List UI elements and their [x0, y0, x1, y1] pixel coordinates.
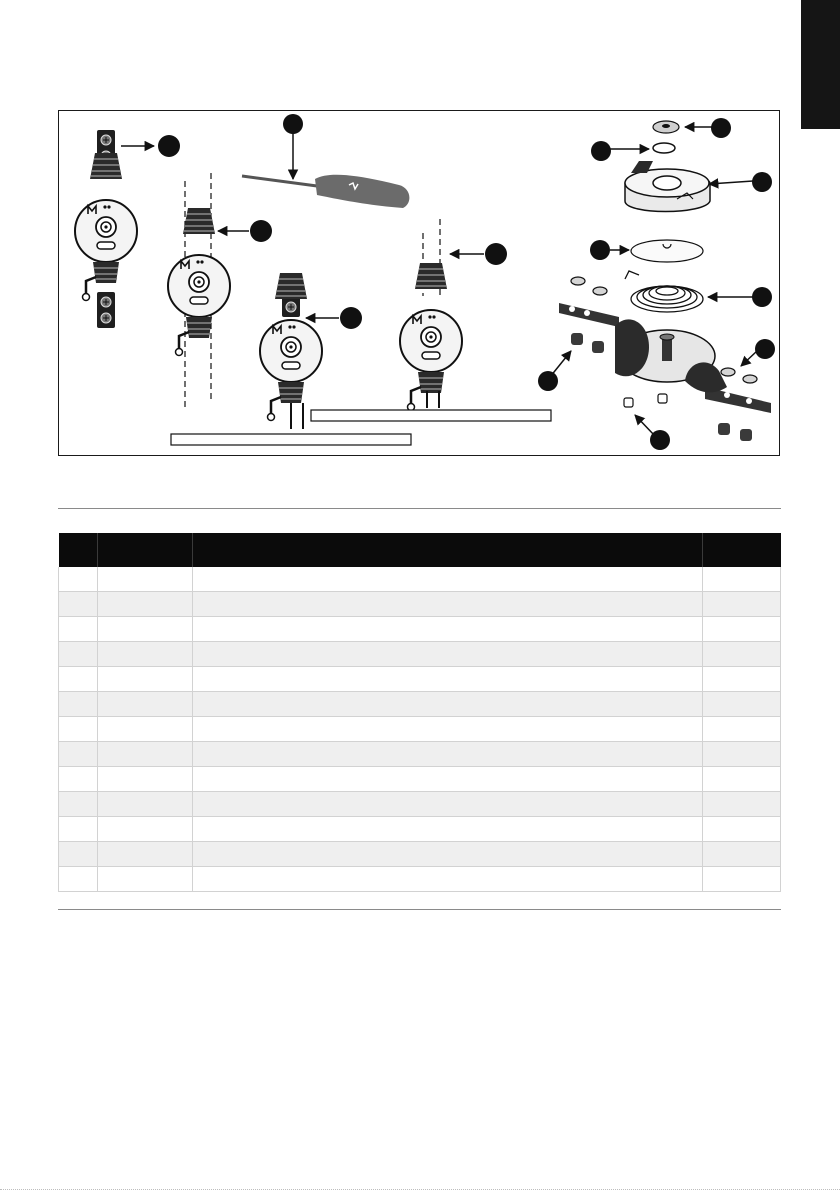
table-cell [192, 842, 702, 867]
table-cell [192, 617, 702, 642]
table-cell [192, 867, 702, 892]
unit-on-pole [168, 173, 272, 407]
table-cell [59, 842, 98, 867]
table-cell [97, 792, 192, 817]
callout-marker [752, 287, 772, 307]
table-row [59, 842, 781, 867]
table-cell [702, 642, 781, 667]
table-row [59, 592, 781, 617]
callout-marker [591, 141, 611, 161]
table-cell [97, 867, 192, 892]
table-cell [702, 842, 781, 867]
table-row [59, 717, 781, 742]
table-cell [59, 592, 98, 617]
column-header [192, 533, 702, 567]
callout-marker [755, 339, 775, 359]
callout-marker [650, 430, 670, 450]
table-cell [702, 617, 781, 642]
table-cell [59, 817, 98, 842]
table-cell [192, 592, 702, 617]
callout-marker [340, 307, 362, 329]
column-header [702, 533, 781, 567]
table-cell [702, 867, 781, 892]
column-header [97, 533, 192, 567]
table-cell [97, 617, 192, 642]
table-cell [97, 667, 192, 692]
table-row [59, 767, 781, 792]
table-row [59, 617, 781, 642]
callout-marker [711, 118, 731, 138]
callout-marker [538, 371, 558, 391]
table-cell [192, 817, 702, 842]
table-cell [97, 717, 192, 742]
table-row [59, 667, 781, 692]
table-cell [702, 817, 781, 842]
table-cell [97, 767, 192, 792]
table-cell [97, 817, 192, 842]
table-row [59, 642, 781, 667]
table-cell [192, 792, 702, 817]
callout-marker [283, 114, 303, 134]
callout-marker [590, 240, 610, 260]
table-cell [59, 742, 98, 767]
table-cell [59, 867, 98, 892]
callout-marker [158, 135, 180, 157]
table-row [59, 867, 781, 892]
table-cell [59, 692, 98, 717]
table-cell [59, 617, 98, 642]
callout-marker [752, 172, 772, 192]
page-edge [0, 1189, 840, 1190]
table-cell [97, 567, 192, 592]
table-cell [192, 767, 702, 792]
assembly-figure [58, 110, 780, 456]
table-row [59, 742, 781, 767]
table-row [59, 817, 781, 842]
table-cell [702, 592, 781, 617]
table-body [59, 567, 781, 892]
table-cell [97, 742, 192, 767]
table-cell [192, 717, 702, 742]
unit-with-plates [75, 130, 180, 328]
table-cell [702, 667, 781, 692]
table-cell [59, 792, 98, 817]
callout-marker [250, 220, 272, 242]
table-row [59, 567, 781, 592]
table-cell [97, 692, 192, 717]
table-row [59, 792, 781, 817]
table-cell [702, 717, 781, 742]
screwdriver [242, 114, 409, 208]
table-cell [97, 642, 192, 667]
table-row [59, 692, 781, 717]
table-cell [59, 717, 98, 742]
column-header [59, 533, 98, 567]
table-cell [702, 567, 781, 592]
table-cell [97, 592, 192, 617]
table-cell [702, 792, 781, 817]
table-cell [192, 742, 702, 767]
exploded-view [538, 118, 775, 450]
table-cell [192, 642, 702, 667]
parts-table [58, 533, 781, 892]
chapter-tab [801, 0, 840, 129]
table-cell [59, 767, 98, 792]
table-cell [702, 742, 781, 767]
callout-marker [485, 243, 507, 265]
table-cell [702, 767, 781, 792]
table-cell [192, 692, 702, 717]
table-cell [192, 567, 702, 592]
assembly-illustration [59, 111, 781, 457]
top-rule [58, 508, 781, 509]
table-cell [97, 842, 192, 867]
bottom-rule [58, 909, 781, 910]
table-cell [192, 667, 702, 692]
table-cell [59, 642, 98, 667]
table-header-row [59, 533, 781, 567]
table-cell [702, 692, 781, 717]
table-cell [59, 667, 98, 692]
table-cell [59, 567, 98, 592]
